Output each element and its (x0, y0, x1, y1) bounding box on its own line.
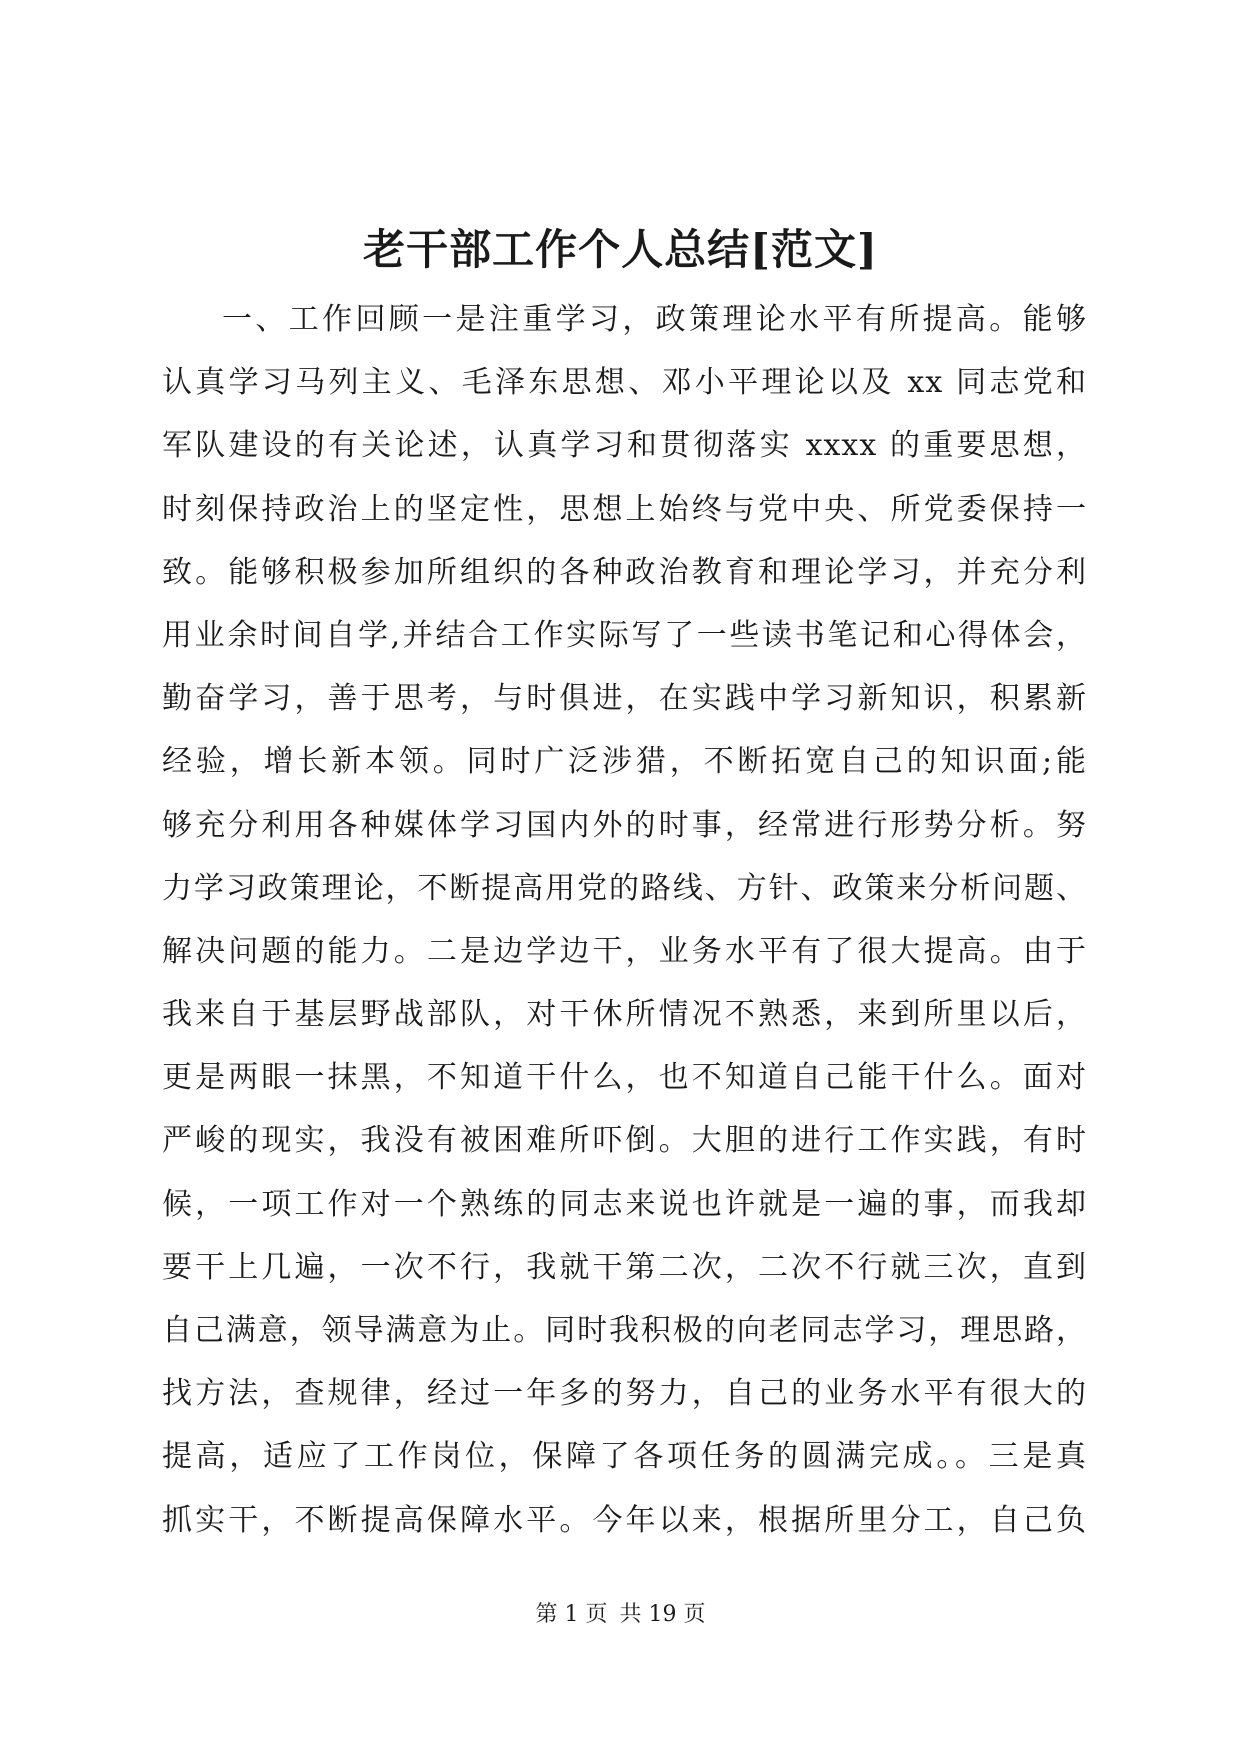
body-line: 解决问题的能力。二是边学边干，业务水平有了很大提高。由于 (162, 933, 1087, 969)
body-line: 自己满意，领导满意为止。同时我积极的向老同志学习，理思路， (162, 1313, 1087, 1348)
body-line: 够充分利用各种媒体学习国内外的时事，经常进行形势分析。努 (162, 807, 1087, 843)
body-line: 找方法，查规律，经过一年多的努力，自己的业务水平有很大的 (162, 1376, 1087, 1412)
page-total: 共 19 页 (619, 1602, 706, 1627)
body-line: 一、工作回顾一是注重学习，政策理论水平有所提高。能够 (222, 302, 1087, 337)
page-footer (0, 1600, 1241, 1630)
body-line: 力学习政策理论，不断提高用党的路线、方针、政策来分析问题、 (162, 870, 1087, 906)
body-line: 军队建设的有关论述，认真学习和贯彻落实 xxxx 的重要思想， (162, 428, 1087, 464)
page-number: 第 1 页 (535, 1602, 608, 1627)
body-line: 经验，增长新本领。同时广泛涉猎，不断拓宽自己的知识面;能 (162, 744, 1087, 780)
body-line: 勤奋学习，善于思考，与时俱进，在实践中学习新知识，积累新 (162, 681, 1087, 717)
body-line: 要干上几遍，一次不行，我就干第二次，二次不行就三次，直到 (162, 1249, 1087, 1285)
body-line: 时刻保持政治上的坚定性，思想上始终与党中央、所党委保持一 (162, 491, 1087, 527)
body-line: 致。能够积极参加所组织的各种政治教育和理论学习，并充分利 (162, 554, 1087, 590)
body-line: 我来自于基层野战部队，对干休所情况不熟悉，来到所里以后， (162, 997, 1087, 1033)
body-line: 候，一项工作对一个熟练的同志来说也许就是一遍的事，而我却 (162, 1186, 1087, 1222)
document-title: 老干部工作个人总结[范文] (363, 225, 878, 274)
body-line: 提高，适应了工作岗位，保障了各项任务的圆满完成。。三是真 (162, 1439, 1087, 1475)
body-line: 抓实干，不断提高保障水平。今年以来，根据所里分工，自己负 (162, 1502, 1087, 1538)
document-body (162, 288, 1087, 1552)
body-line: 更是两眼一抹黑，不知道干什么，也不知道自己能干什么。面对 (162, 1060, 1087, 1096)
body-line: 认真学习马列主义、毛泽东思想、邓小平理论以及 xx 同志党和 (162, 365, 1087, 401)
body-line: 用业余时间自学,并结合工作实际写了一些读书笔记和心得体会， (162, 617, 1087, 653)
body-line: 严峻的现实，我没有被困难所吓倒。大胆的进行工作实践，有时 (162, 1123, 1087, 1159)
